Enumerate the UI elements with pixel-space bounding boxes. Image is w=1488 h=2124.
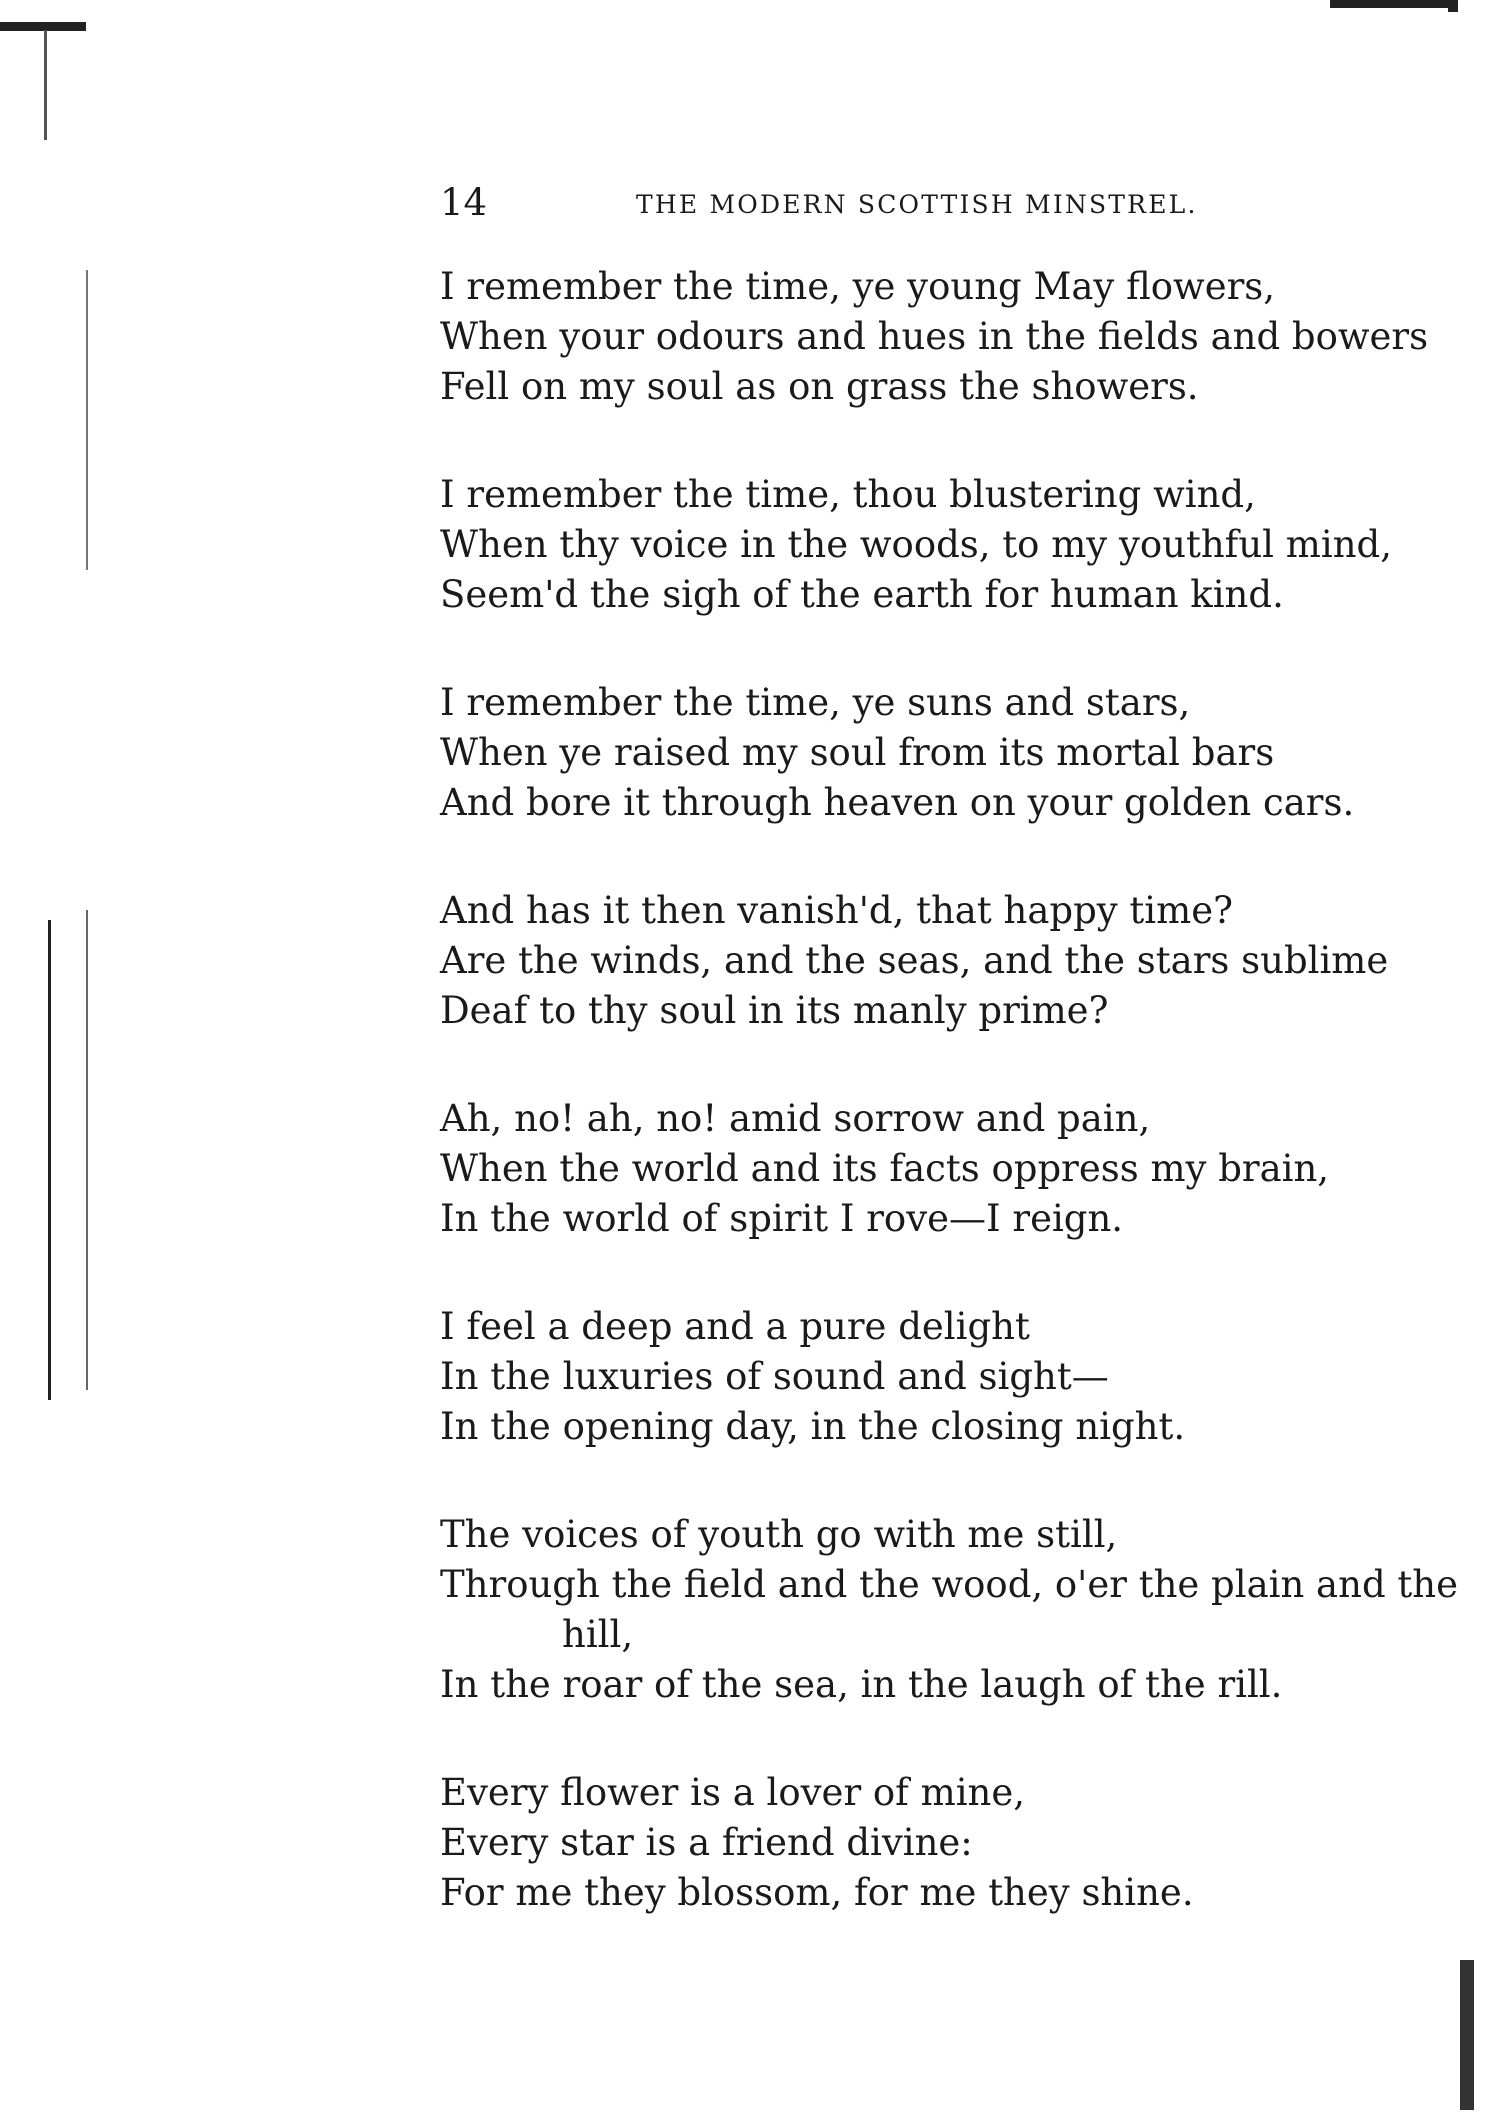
running-title: THE MODERN SCOTTISH MINSTREL. (636, 190, 1198, 219)
stanza (440, 1768, 1440, 1918)
verse-line: For me they blossom, for me they shine. (440, 1871, 1194, 1914)
poem-body (440, 262, 1458, 1976)
verse-line: When ye raised my soul from its mortal bars (440, 731, 1275, 774)
verse-line: I feel a deep and a pure delight (440, 1305, 1030, 1348)
scan-edge-mark (86, 270, 88, 570)
stanza (440, 1302, 1440, 1452)
stanza (440, 886, 1440, 1036)
scan-edge-mark (1330, 0, 1448, 8)
verse-line: Are the winds, and the seas, and the stars sublime (440, 939, 1389, 982)
verse-line: I remember the time, thou blustering wind, (440, 473, 1256, 516)
verse-line: I remember the time, ye young May flowers, (440, 265, 1276, 308)
verse-line: Through the field and the wood, o'er the plain and the (440, 1563, 1458, 1606)
verse-line: And bore it through heaven on your golden cars. (440, 781, 1355, 824)
verse-line: I remember the time, ye suns and stars, (440, 681, 1191, 724)
verse-line: Ah, no! ah, no! amid sorrow and pain, (440, 1097, 1151, 1140)
verse-line: When your odours and hues in the fields and bowers (440, 315, 1429, 358)
verse-line: Deaf to thy soul in its manly prime? (440, 989, 1109, 1032)
scan-edge-mark (48, 920, 51, 1400)
stanza (440, 470, 1440, 620)
scan-edge-mark (86, 910, 88, 1390)
verse-line: Seem'd the sigh of the earth for human kind. (440, 573, 1284, 616)
stanza (440, 262, 1440, 412)
verse-line: In the luxuries of sound and sight— (440, 1355, 1109, 1398)
verse-line: In the world of spirit I rove—I reign. (440, 1197, 1124, 1240)
stanza (440, 1094, 1440, 1244)
scan-edge-mark (0, 22, 86, 31)
scan-edge-mark (1448, 0, 1458, 12)
verse-line: Fell on my soul as on grass the showers. (440, 365, 1199, 408)
scan-edge-mark (1460, 1960, 1474, 2110)
stanza (440, 678, 1440, 828)
scan-edge-mark (44, 30, 47, 140)
verse-line: When the world and its facts oppress my brain, (440, 1147, 1330, 1190)
verse-line: And has it then vanish'd, that happy time? (440, 889, 1233, 932)
verse-line: The voices of youth go with me still, (440, 1513, 1118, 1556)
verse-line: When thy voice in the woods, to my youthful mind, (440, 523, 1392, 566)
verse-line: Every star is a friend divine: (440, 1821, 973, 1864)
verse-line: In the opening day, in the closing night. (440, 1405, 1186, 1448)
verse-line: Every flower is a lover of mine, (440, 1771, 1026, 1814)
verse-line-continuation: hill, (562, 1613, 634, 1656)
page-header (440, 178, 1270, 228)
page-number: 14 (440, 181, 488, 224)
stanza (440, 1510, 1458, 1710)
verse-line: In the roar of the sea, in the laugh of the rill. (440, 1663, 1283, 1706)
